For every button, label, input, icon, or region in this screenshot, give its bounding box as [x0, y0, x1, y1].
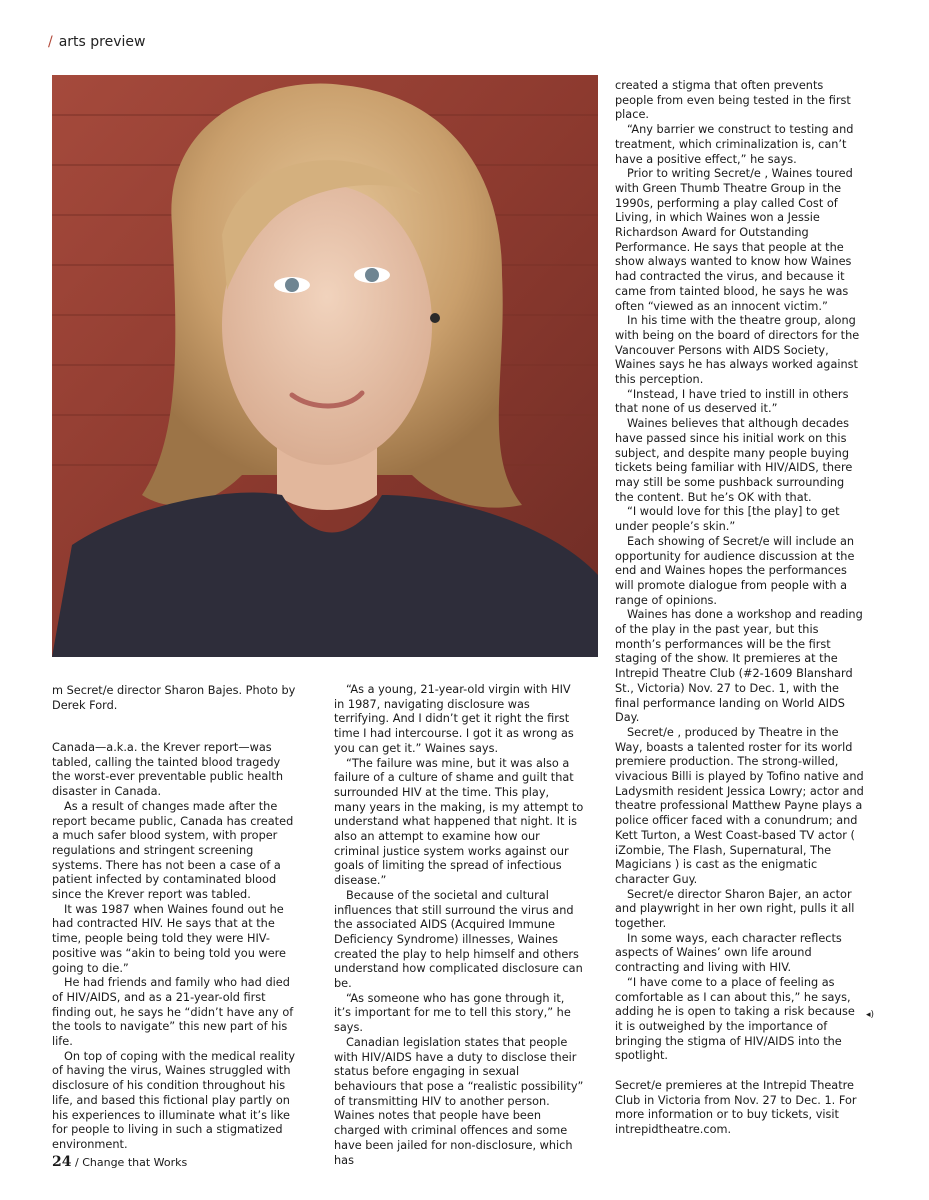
paragraph: “I would love for this [the play] to get under people’s skin.”: [615, 505, 840, 534]
paragraph: On top of coping with the medical reality of having the virus, Waines struggled with disclosure of his condition throughout his life, and based this fictional play partly on his experiences to illuminate what it’s like for people to living in such a stigmatized environment.: [52, 1049, 296, 1151]
article-column-3: [615, 79, 865, 1138]
paragraph: In his time with the theatre group, along with being on the board of directors for the Vancouver Persons with AIDS Society, Waines says he has always worked against this perception.: [615, 314, 860, 387]
paragraph: “Any barrier we construct to testing and treatment, which criminalization is, can’t have a positive effect,” he says.: [615, 123, 854, 166]
photo-caption: m Secret/e director Sharon Bajes. Photo by Derek Ford.: [52, 684, 296, 712]
paragraph: Prior to writing Secret/e , Waines toured with Green Thumb Theatre Group in the 1990s, performing a play called Cost of Living, in which Waines won a Jessie Richardson Award for Outstanding Performance. He says that people at the show always wanted to know how Waines had contracted the virus, and because it came from tainted blood, he says he was often “viewed as an innocent victim.”: [615, 167, 853, 313]
paragraph: Canadian legislation states that people with HIV/AIDS have a duty to disclose their status before engaging in sexual behaviours that pose a “realistic possibility” of transmitting HIV to another person. Waines notes that people have been charged with criminal offences and some have been jailed for non-disclosure, which has: [334, 1035, 584, 1167]
event-info: Secret/e premieres at the Intrepid Theatre Club in Victoria from Nov. 27 to Dec. 1. For more information or to buy tickets, visit intrepidtheatre.com.: [615, 1078, 857, 1136]
article-column-1: [52, 741, 302, 1153]
article-column-2: [334, 683, 584, 1168]
section-label: arts preview: [58, 34, 146, 50]
page-footer: [52, 1154, 187, 1170]
portrait-photo: [52, 75, 598, 657]
paragraph: Waines has done a workshop and reading of the play in the past year, but this month’s performances will be the first staging of the show. It premieres at the Intrepid Theatre Club (#2-1609 Blanshard St., Victoria) Nov. 27 to Dec. 1, with the final performance landing on World AIDS Day.: [615, 608, 863, 725]
paragraph: Because of the societal and cultural influences that still surround the virus and the associated AIDS (Acquired Immune Deficiency Syndrome) illnesses, Waines created the play to help himself and others understand how complicated disclosure can be.: [334, 888, 583, 991]
paragraph: In some ways, each character reflects aspects of Waines’ own life around contracting and living with HIV.: [615, 931, 842, 975]
page-number: 24: [52, 1154, 72, 1170]
paragraph: It was 1987 when Waines found out he had contracted HIV. He says that at the time, people being told they were HIV-positive was “akin to being told you were going to die.”: [52, 902, 286, 975]
paragraph: He had friends and family who had died of HIV/AIDS, and as a 21-year-old first finding out, he says he “didn’t have any of the tools to navigate” this new part of his life.: [52, 976, 294, 1049]
paragraph: “As someone who has gone through it, it’s important for me to tell this story,” he says.: [334, 991, 571, 1035]
publication-title: Change that Works: [82, 1156, 188, 1169]
footer-slash: /: [74, 1156, 79, 1169]
paragraph: “The failure was mine, but it was also a failure of a culture of shame and guilt that surrounded HIV at the time. This play, many years in the making, is my attempt to understand what happened that night. It is also an attempt to examine how our criminal justice system works against our goals of limiting the spread of infectious disease.”: [334, 756, 584, 888]
paragraph: “Instead, I have tried to instill in others that none of us deserved it.”: [615, 387, 849, 416]
portrait-illustration: [52, 75, 598, 657]
paragraph: Secret/e , produced by Theatre in the Way, boasts a talented roster for its world premiere production. The strong-willed, vivacious Billi is played by Tofino native and Ladysmith resident Jessica Lowry; actor and theatre professional Matthew Payne plays a police officer faced with a conundrum; and Kett Turton, a West Coast-based TV actor ( iZombie, The Flash, Supernatural, The Magicians ) is cast as the enigmatic character Guy.: [615, 725, 864, 886]
paragraph: Waines believes that although decades have passed since his initial work on this subject, and despite many people buying tickets being familiar with HIV/AIDS, there may still be some pushback surrounding the content. But he’s OK with that.: [615, 417, 853, 504]
paragraph: “As a young, 21-year-old virgin with HIV in 1987, navigating disclosure was terrifying. And I didn’t get it right the first time I had intercourse. I got it as wrong as you can get it.” Waines says.: [334, 683, 574, 755]
end-of-article-icon: ◂): [866, 1010, 875, 1020]
section-header: [48, 34, 145, 50]
paragraph: As a result of changes made after the report became public, Canada has created a much safer blood system, with proper regulations and stringent screening systems. There has not been a case of a patient infected by contaminated blood since the Krever report was tabled.: [52, 799, 294, 902]
paragraph: created a stigma that often prevents people from even being tested in the first place.: [615, 79, 851, 122]
paragraph: “I have come to a place of feeling as comfortable as I can about this,” he says, adding he is open to taking a risk because it is outweighed by the importance of bringing the stigma of HIV/AIDS into the spotlight.: [615, 975, 855, 1063]
paragraph: Each showing of Secret/e will include an opportunity for audience discussion at the end and Waines hopes the performances will promote dialogue from people with a range of opinions.: [615, 534, 855, 607]
paragraph: Canada—a.k.a. the Krever report—was tabled, calling the tainted blood tragedy the worst-ever preventable public health disaster in Canada.: [52, 741, 283, 799]
header-slash: /: [48, 34, 53, 50]
paragraph: Secret/e director Sharon Bajer, an actor and playwright in her own right, pulls it all together.: [615, 887, 855, 931]
